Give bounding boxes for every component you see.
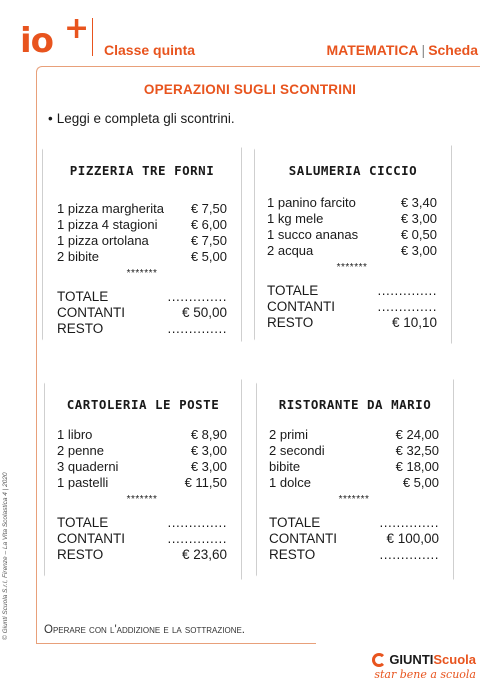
- store-name: CARTOLERIA LE POSTE: [66, 397, 220, 412]
- item-price: € 8,90: [190, 427, 227, 442]
- item-label: 2 penne: [57, 443, 104, 458]
- receipt-torn-edge-bottom: [44, 575, 246, 583]
- list-item: [269, 443, 439, 459]
- list-item: [267, 227, 437, 243]
- item-price: € 3,00: [190, 459, 227, 474]
- separator-stars: *******: [336, 262, 368, 273]
- side-credit: [2, 440, 16, 640]
- store-name: RISTORANTE DA MARIO: [278, 397, 432, 412]
- instruction: [48, 111, 235, 126]
- separator-stars: *******: [126, 494, 158, 505]
- receipt-torn-edge-bottom: [254, 339, 456, 347]
- resto-value: ..............: [167, 321, 227, 336]
- items-list: [57, 201, 227, 281]
- list-item: [267, 243, 437, 259]
- store-name: PIZZERIA TRE FORNI: [69, 163, 215, 178]
- giunti-logo-icon: [372, 653, 386, 667]
- totale-value: ..............: [379, 515, 439, 530]
- contanti-value: € 50,00: [181, 305, 227, 320]
- resto-row: [57, 547, 227, 563]
- separator-stars: *******: [338, 494, 370, 505]
- totals-block: [57, 289, 227, 337]
- resto-label: RESTO: [57, 321, 104, 336]
- items-list: [267, 195, 437, 275]
- receipt-torn-edge-top: [254, 142, 456, 150]
- item-label: 2 bibite: [57, 249, 99, 264]
- list-item: [57, 443, 227, 459]
- receipt-torn-edge-top: [42, 142, 244, 150]
- item-label: 1 panino farcito: [267, 195, 356, 210]
- contanti-row: [267, 299, 437, 315]
- item-price: € 24,00: [395, 427, 439, 442]
- list-item: [269, 459, 439, 475]
- item-label: 1 dolce: [269, 475, 311, 490]
- receipt-ristorante: [256, 376, 454, 583]
- brand-name: [372, 652, 476, 667]
- list-item: [57, 427, 227, 443]
- list-item: [57, 201, 227, 217]
- list-item: [57, 233, 227, 249]
- items-list: [57, 427, 227, 507]
- receipt-cartoleria: [44, 376, 242, 583]
- receipt-torn-edge-bottom: [42, 339, 244, 347]
- item-price: € 3,00: [400, 211, 437, 226]
- list-item: [57, 459, 227, 475]
- receipt-torn-edge-top: [256, 376, 458, 384]
- resto-row: [269, 547, 439, 563]
- totals-block: [57, 515, 227, 563]
- item-price: € 5,00: [402, 475, 439, 490]
- list-item: [267, 195, 437, 211]
- logo-text: io: [20, 21, 54, 61]
- brand-name-part1: GIUNTI: [389, 652, 434, 667]
- resto-value: ..............: [379, 547, 439, 562]
- totals-block: [269, 515, 439, 563]
- store-name: SALUMERIA CICCIO: [288, 163, 418, 178]
- item-label: 1 kg mele: [267, 211, 324, 226]
- contanti-label: CONTANTI: [269, 531, 337, 546]
- item-price: € 18,00: [395, 459, 439, 474]
- list-item: [267, 211, 437, 227]
- list-item: [57, 249, 227, 265]
- resto-label: RESTO: [269, 547, 316, 562]
- brand-name-part2: Scuola: [433, 652, 476, 667]
- resto-value: € 10,10: [391, 315, 437, 330]
- io-plus-logo: [20, 11, 90, 62]
- instruction-bullet: •: [48, 111, 53, 126]
- instruction-text: Leggi e completa gli scontrini.: [56, 111, 235, 126]
- totale-label: TOTALE: [57, 289, 109, 304]
- totale-value: ..............: [377, 283, 437, 298]
- page-title: OPERAZIONI SUGLI SCONTRINI: [143, 82, 357, 97]
- header-divider: [92, 18, 93, 56]
- item-price: € 3,00: [190, 443, 227, 458]
- receipt-torn-edge-bottom: [256, 575, 458, 583]
- footer-note: Operare con l'addizione e la sottrazione.: [44, 624, 246, 636]
- subject-area: [327, 42, 478, 58]
- list-item: [57, 475, 227, 491]
- item-label: 1 pizza margherita: [57, 201, 164, 216]
- sheet-kind-label: Scheda: [428, 42, 478, 58]
- item-price: € 5,00: [190, 249, 227, 264]
- totale-row: [267, 283, 437, 299]
- subject-label: MATEMATICA: [326, 42, 419, 58]
- totale-value: ..............: [167, 289, 227, 304]
- content-frame-bottom-line: [36, 643, 316, 644]
- contanti-value: ..............: [167, 531, 227, 546]
- item-label: 2 acqua: [267, 243, 314, 258]
- receipt-torn-edge-top: [44, 376, 246, 384]
- item-price: € 6,00: [190, 217, 227, 232]
- item-label: 1 pastelli: [57, 475, 109, 490]
- resto-label: RESTO: [57, 547, 104, 562]
- separator-stars: *******: [126, 268, 158, 279]
- brand-slogan: star bene a scuola: [374, 668, 476, 681]
- contanti-row: [57, 531, 227, 547]
- totale-label: TOTALE: [267, 283, 319, 298]
- list-item: [269, 475, 439, 491]
- item-label: 1 pizza 4 stagioni: [57, 217, 158, 232]
- item-price: € 3,40: [400, 195, 437, 210]
- item-label: 1 libro: [57, 427, 93, 442]
- items-list: [269, 427, 439, 507]
- item-price: € 7,50: [190, 201, 227, 216]
- totale-row: [269, 515, 439, 531]
- item-price: € 0,50: [400, 227, 437, 242]
- item-price: € 11,50: [184, 475, 227, 490]
- item-label: 2 primi: [269, 427, 309, 442]
- list-item: [269, 427, 439, 443]
- item-label: 2 secondi: [269, 443, 325, 458]
- class-label: Classe quinta: [104, 42, 196, 58]
- contanti-value: ..............: [377, 299, 437, 314]
- contanti-label: CONTANTI: [57, 305, 125, 320]
- totale-value: ..............: [167, 515, 227, 530]
- totale-label: TOTALE: [57, 515, 109, 530]
- resto-row: [57, 321, 227, 337]
- contanti-label: CONTANTI: [267, 299, 335, 314]
- resto-label: RESTO: [267, 315, 314, 330]
- list-item: [57, 217, 227, 233]
- receipt-pizzeria: [42, 142, 242, 347]
- subject-separator: |: [421, 42, 426, 58]
- item-price: € 7,50: [190, 233, 227, 248]
- totale-label: TOTALE: [269, 515, 321, 530]
- totale-row: [57, 515, 227, 531]
- item-label: 3 quaderni: [57, 459, 119, 474]
- resto-value: € 23,60: [181, 547, 227, 562]
- contanti-row: [57, 305, 227, 321]
- giunti-scuola-brand: [372, 652, 476, 681]
- totals-block: [267, 283, 437, 331]
- copyright-text: © Giunti Scuola S.r.l, Firenze – La Vita Scolastica 4 | 2020: [2, 472, 9, 640]
- contanti-row: [269, 531, 439, 547]
- item-label: 1 pizza ortolana: [57, 233, 149, 248]
- logo-plus-icon: +: [64, 11, 90, 46]
- totale-row: [57, 289, 227, 305]
- item-price: € 32,50: [395, 443, 439, 458]
- contanti-value: € 100,00: [386, 531, 439, 546]
- resto-row: [267, 315, 437, 331]
- item-label: bibite: [269, 459, 301, 474]
- receipt-salumeria: [254, 142, 452, 347]
- contanti-label: CONTANTI: [57, 531, 125, 546]
- item-price: € 3,00: [400, 243, 437, 258]
- item-label: 1 succo ananas: [267, 227, 359, 242]
